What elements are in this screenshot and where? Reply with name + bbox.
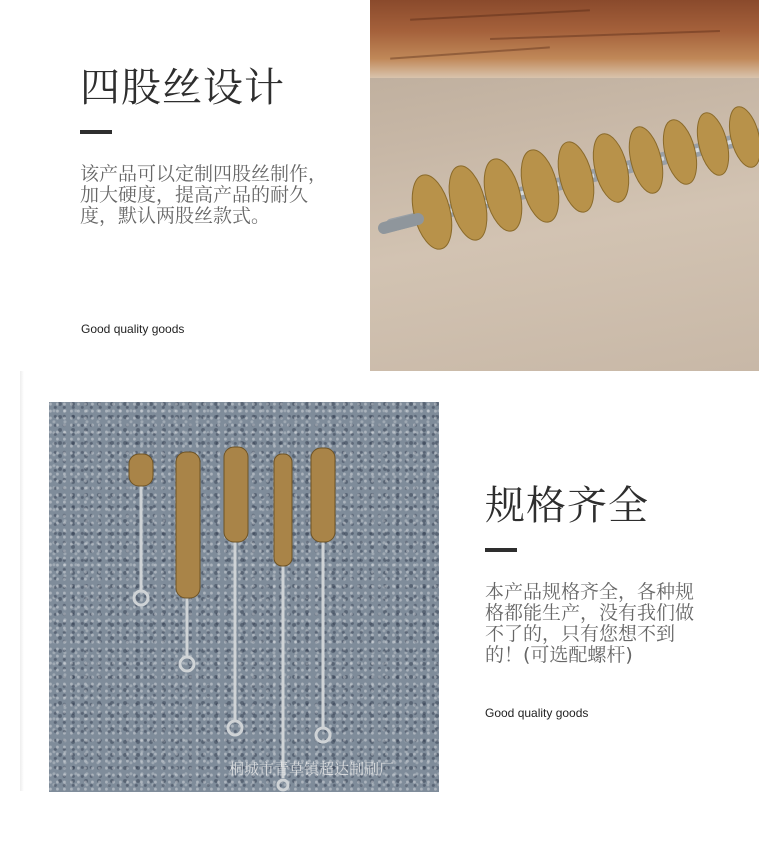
section-description [485, 582, 755, 666]
title-underline [80, 130, 112, 134]
desc-line: 不了的，只有您想不到 [485, 623, 676, 645]
section-four-strand [0, 0, 370, 371]
desc-line: 加大硬度，提高产品的耐久 [80, 184, 309, 206]
brass-brush-closeup [370, 0, 759, 371]
brush-head [224, 447, 248, 542]
brush-head [129, 454, 153, 486]
desc-line: 该产品可以定制四股丝制作， [80, 163, 328, 185]
quality-tag: Good quality goods [485, 706, 589, 720]
brush-set [49, 402, 439, 792]
brush-head [274, 454, 292, 566]
brush-sizes-photo [49, 402, 439, 792]
section-description [80, 164, 350, 227]
section-full-range [440, 402, 760, 792]
section-title: 规格齐全 [485, 483, 649, 529]
section-divider [20, 371, 24, 791]
quality-tag: Good quality goods [81, 322, 185, 336]
desc-line: 度，默认两股丝款式。 [80, 205, 271, 227]
brush-closeup-photo [370, 0, 759, 371]
photo-watermark: 桐城市青草镇超达制刷厂 [229, 760, 395, 778]
brush-head [176, 452, 200, 598]
desc-line: 的！(可选配螺杆) [485, 644, 633, 666]
desc-line: 本产品规格齐全，各种规 [485, 581, 695, 603]
section-title: 四股丝设计 [80, 65, 285, 111]
title-underline [485, 548, 517, 552]
desc-line: 格都能生产，没有我们做 [485, 602, 695, 624]
brush-head [311, 448, 335, 542]
